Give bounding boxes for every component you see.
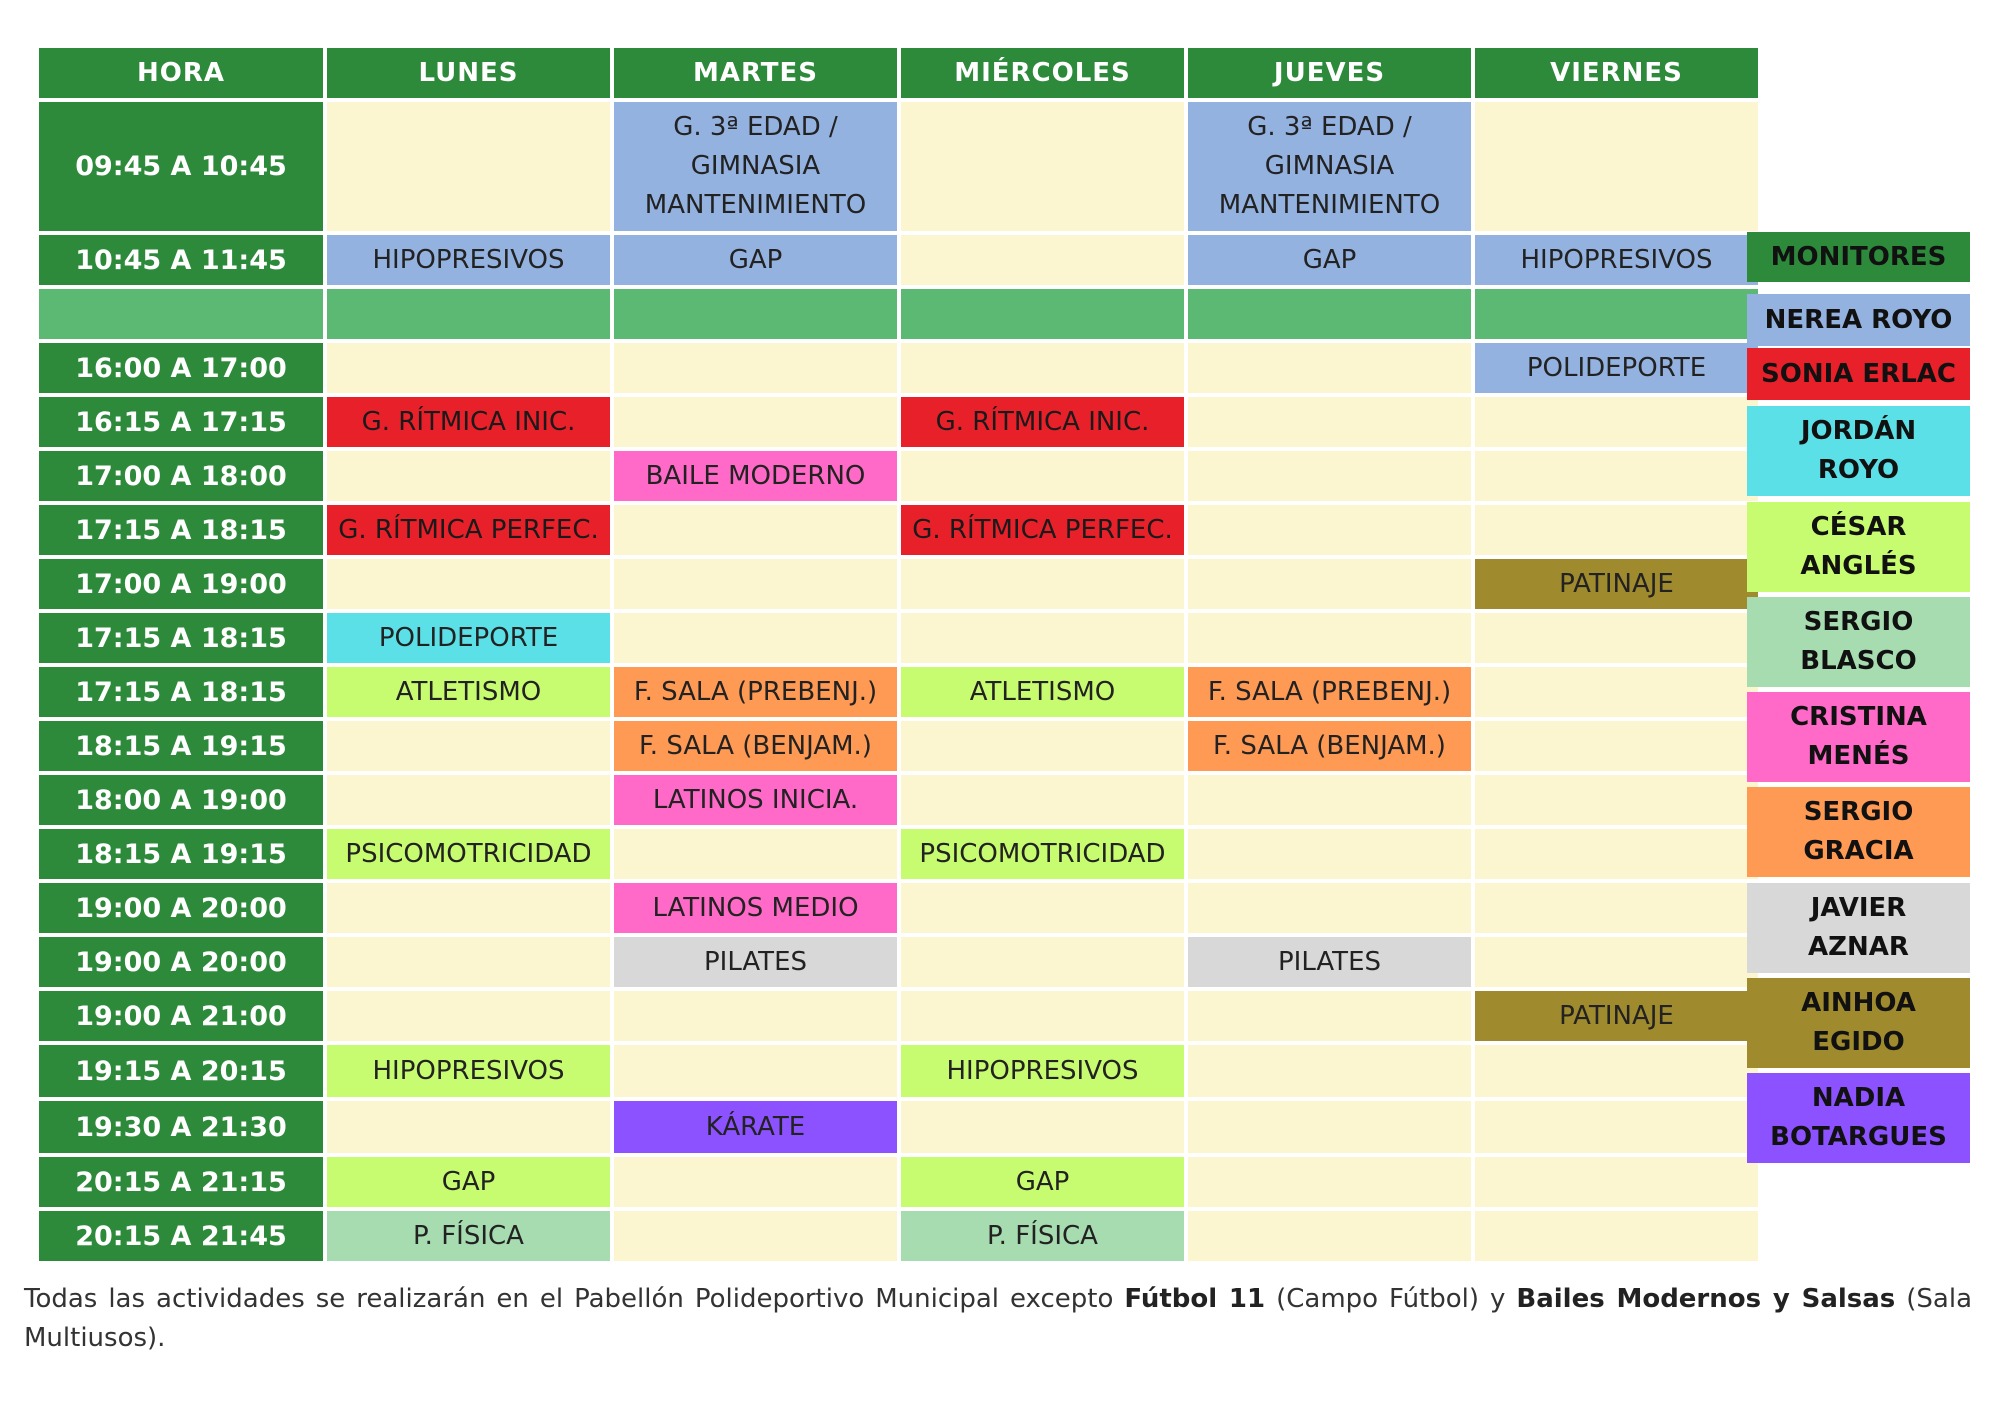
empty-cell bbox=[614, 991, 897, 1041]
empty-cell bbox=[1188, 883, 1471, 933]
column-header-0: HORA bbox=[39, 48, 323, 98]
legend-item: SONIA ERLAC bbox=[1747, 348, 1970, 400]
legend-item: CRISTINA MENÉS bbox=[1747, 692, 1970, 782]
column-header-4: JUEVES bbox=[1188, 48, 1471, 98]
empty-cell bbox=[1475, 451, 1758, 501]
empty-cell bbox=[614, 343, 897, 393]
activity-cell: BAILE MODERNO bbox=[614, 451, 897, 501]
time-slot: 19:30 A 21:30 bbox=[39, 1101, 323, 1153]
empty-cell bbox=[614, 1211, 897, 1261]
time-slot: 19:00 A 20:00 bbox=[39, 883, 323, 933]
activity-cell: PSICOMOTRICIDAD bbox=[901, 829, 1184, 879]
time-slot: 19:00 A 21:00 bbox=[39, 991, 323, 1041]
time-slot: 18:15 A 19:15 bbox=[39, 721, 323, 771]
legend-item: NADIA BOTARGUES bbox=[1747, 1073, 1970, 1163]
empty-cell bbox=[1188, 505, 1471, 555]
empty-cell bbox=[901, 1101, 1184, 1153]
empty-cell bbox=[901, 775, 1184, 825]
empty-cell bbox=[1475, 397, 1758, 447]
separator-row-cell bbox=[327, 289, 610, 339]
time-slot: 16:15 A 17:15 bbox=[39, 397, 323, 447]
empty-cell bbox=[327, 775, 610, 825]
empty-cell bbox=[1188, 991, 1471, 1041]
activity-cell: G. RÍTMICA INIC. bbox=[327, 397, 610, 447]
time-slot: 17:15 A 18:15 bbox=[39, 667, 323, 717]
empty-cell bbox=[614, 1157, 897, 1207]
activity-cell: GAP bbox=[1188, 235, 1471, 285]
footer-bold-2: Bailes Modernos y Salsas bbox=[1516, 1284, 1896, 1314]
empty-cell bbox=[614, 397, 897, 447]
empty-cell bbox=[327, 343, 610, 393]
legend-item: AINHOA EGIDO bbox=[1747, 978, 1970, 1068]
empty-cell bbox=[327, 883, 610, 933]
time-slot: 17:15 A 18:15 bbox=[39, 505, 323, 555]
separator-row-cell bbox=[1188, 289, 1471, 339]
time-slot: 16:00 A 17:00 bbox=[39, 343, 323, 393]
empty-cell bbox=[901, 451, 1184, 501]
footer-bold-1: Fútbol 11 bbox=[1124, 1284, 1266, 1314]
time-slot: 18:00 A 19:00 bbox=[39, 775, 323, 825]
legend-item: SERGIO GRACIA bbox=[1747, 787, 1970, 877]
activity-cell: PILATES bbox=[614, 937, 897, 987]
activity-cell: POLIDEPORTE bbox=[327, 613, 610, 663]
empty-cell bbox=[1188, 829, 1471, 879]
separator-row-cell bbox=[901, 289, 1184, 339]
empty-cell bbox=[1475, 1045, 1758, 1097]
empty-cell bbox=[1188, 613, 1471, 663]
empty-cell bbox=[1188, 1157, 1471, 1207]
activity-cell: GAP bbox=[614, 235, 897, 285]
activity-cell: GAP bbox=[901, 1157, 1184, 1207]
time-slot: 17:00 A 18:00 bbox=[39, 451, 323, 501]
empty-cell bbox=[901, 883, 1184, 933]
empty-cell bbox=[614, 829, 897, 879]
footer-text-3: (Sala Multiusos). bbox=[24, 1284, 1972, 1353]
empty-cell bbox=[1475, 1211, 1758, 1261]
activity-cell: F. SALA (BENJAM.) bbox=[1188, 721, 1471, 771]
empty-cell bbox=[1475, 829, 1758, 879]
time-slot: 20:15 A 21:45 bbox=[39, 1211, 323, 1261]
empty-cell bbox=[901, 991, 1184, 1041]
empty-cell bbox=[1475, 721, 1758, 771]
empty-cell bbox=[1475, 1157, 1758, 1207]
column-header-1: LUNES bbox=[327, 48, 610, 98]
empty-cell bbox=[1475, 505, 1758, 555]
empty-cell bbox=[327, 559, 610, 609]
empty-cell bbox=[1475, 102, 1758, 231]
empty-cell bbox=[327, 451, 610, 501]
empty-cell bbox=[901, 937, 1184, 987]
activity-cell: PSICOMOTRICIDAD bbox=[327, 829, 610, 879]
empty-cell bbox=[327, 991, 610, 1041]
separator-row-cell bbox=[1475, 289, 1758, 339]
empty-cell bbox=[1188, 1211, 1471, 1261]
empty-cell bbox=[1188, 1045, 1471, 1097]
activity-cell: G. 3ª EDAD / GIMNASIA MANTENIMIENTO bbox=[614, 102, 897, 231]
empty-cell bbox=[327, 102, 610, 231]
empty-cell bbox=[901, 559, 1184, 609]
time-slot: 17:00 A 19:00 bbox=[39, 559, 323, 609]
separator-row-cell bbox=[39, 289, 323, 339]
activity-cell: F. SALA (BENJAM.) bbox=[614, 721, 897, 771]
column-header-2: MARTES bbox=[614, 48, 897, 98]
time-slot: 17:15 A 18:15 bbox=[39, 613, 323, 663]
activity-cell: P. FÍSICA bbox=[327, 1211, 610, 1261]
empty-cell bbox=[1475, 613, 1758, 663]
legend-item: JORDÁN ROYO bbox=[1747, 406, 1970, 496]
legend-title: MONITORES bbox=[1747, 232, 1970, 282]
activity-cell: G. RÍTMICA PERFEC. bbox=[327, 505, 610, 555]
activity-cell: ATLETISMO bbox=[901, 667, 1184, 717]
empty-cell bbox=[1188, 1101, 1471, 1153]
empty-cell bbox=[1188, 451, 1471, 501]
time-slot: 09:45 A 10:45 bbox=[39, 102, 323, 231]
activity-cell: HIPOPRESIVOS bbox=[1475, 235, 1758, 285]
empty-cell bbox=[901, 721, 1184, 771]
activity-cell: F. SALA (PREBENJ.) bbox=[1188, 667, 1471, 717]
activity-cell: G. RÍTMICA PERFEC. bbox=[901, 505, 1184, 555]
activity-cell: LATINOS INICIA. bbox=[614, 775, 897, 825]
activity-cell: PATINAJE bbox=[1475, 559, 1758, 609]
empty-cell bbox=[1188, 397, 1471, 447]
empty-cell bbox=[901, 613, 1184, 663]
activity-cell: GAP bbox=[327, 1157, 610, 1207]
separator-row-cell bbox=[614, 289, 897, 339]
activity-cell: HIPOPRESIVOS bbox=[901, 1045, 1184, 1097]
empty-cell bbox=[614, 505, 897, 555]
empty-cell bbox=[1475, 1101, 1758, 1153]
activity-cell: KÁRATE bbox=[614, 1101, 897, 1153]
empty-cell bbox=[614, 613, 897, 663]
empty-cell bbox=[1475, 775, 1758, 825]
empty-cell bbox=[901, 235, 1184, 285]
time-slot: 19:15 A 20:15 bbox=[39, 1045, 323, 1097]
footer-note bbox=[24, 1280, 1972, 1358]
empty-cell bbox=[901, 343, 1184, 393]
empty-cell bbox=[901, 102, 1184, 231]
activity-cell: LATINOS MEDIO bbox=[614, 883, 897, 933]
time-slot: 20:15 A 21:15 bbox=[39, 1157, 323, 1207]
activity-cell: PILATES bbox=[1188, 937, 1471, 987]
time-slot: 18:15 A 19:15 bbox=[39, 829, 323, 879]
empty-cell bbox=[614, 1045, 897, 1097]
empty-cell bbox=[1188, 343, 1471, 393]
activity-cell: F. SALA (PREBENJ.) bbox=[614, 667, 897, 717]
empty-cell bbox=[1475, 667, 1758, 717]
activity-cell: PATINAJE bbox=[1475, 991, 1758, 1041]
empty-cell bbox=[614, 559, 897, 609]
time-slot: 10:45 A 11:45 bbox=[39, 235, 323, 285]
legend-item: CÉSAR ANGLÉS bbox=[1747, 502, 1970, 592]
empty-cell bbox=[1188, 775, 1471, 825]
empty-cell bbox=[1475, 883, 1758, 933]
empty-cell bbox=[327, 937, 610, 987]
activity-cell: POLIDEPORTE bbox=[1475, 343, 1758, 393]
time-slot: 19:00 A 20:00 bbox=[39, 937, 323, 987]
empty-cell bbox=[327, 721, 610, 771]
empty-cell bbox=[1188, 559, 1471, 609]
legend-item: NEREA ROYO bbox=[1747, 294, 1970, 346]
footer-text-1: Todas las actividades se realizarán en el Pabellón Polideportivo Municipal excepto bbox=[24, 1284, 1125, 1314]
column-header-5: VIERNES bbox=[1475, 48, 1758, 98]
activity-cell: HIPOPRESIVOS bbox=[327, 1045, 610, 1097]
activity-cell: ATLETISMO bbox=[327, 667, 610, 717]
activity-cell: HIPOPRESIVOS bbox=[327, 235, 610, 285]
column-header-3: MIÉRCOLES bbox=[901, 48, 1184, 98]
activity-cell: G. 3ª EDAD / GIMNASIA MANTENIMIENTO bbox=[1188, 102, 1471, 231]
empty-cell bbox=[1475, 937, 1758, 987]
activity-cell: P. FÍSICA bbox=[901, 1211, 1184, 1261]
empty-cell bbox=[327, 1101, 610, 1153]
activity-cell: G. RÍTMICA INIC. bbox=[901, 397, 1184, 447]
legend-item: JAVIER AZNAR bbox=[1747, 883, 1970, 973]
legend-item: SERGIO BLASCO bbox=[1747, 597, 1970, 687]
footer-text-2: (Campo Fútbol) y bbox=[1265, 1284, 1517, 1314]
